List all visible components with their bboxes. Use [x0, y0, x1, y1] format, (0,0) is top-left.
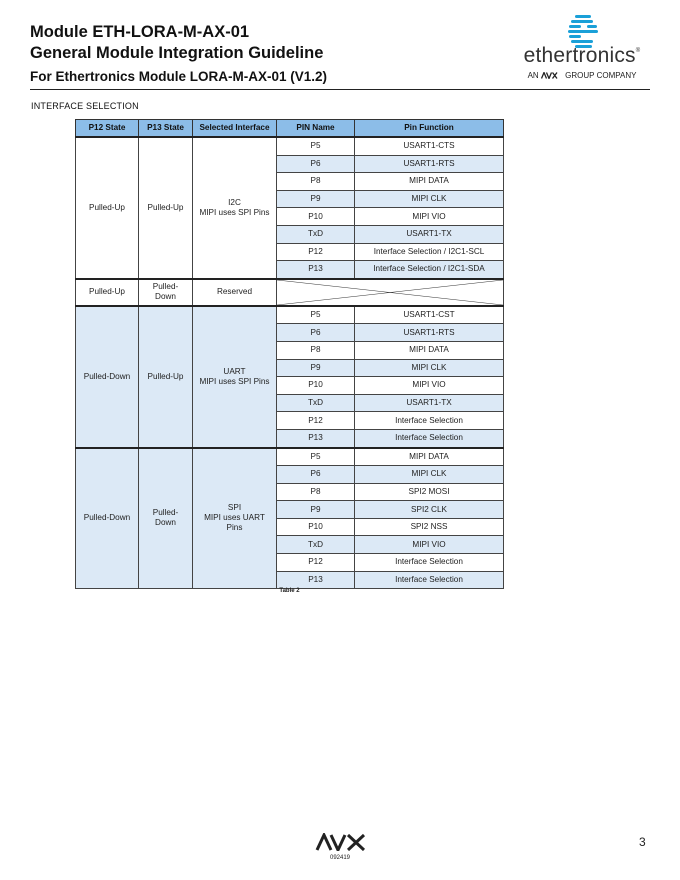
p12-state-cell: Pulled-Up	[76, 279, 139, 306]
pin-function-cell: Interface Selection	[355, 429, 504, 447]
pin-function-cell: MIPI VIO	[355, 377, 504, 395]
pin-name-cell: P12	[277, 554, 355, 572]
document-subtitle: For Ethertronics Module LORA-M-AX-01 (V1.2)	[30, 69, 328, 84]
table-caption: Table 2	[279, 588, 300, 594]
pin-function-cell: MIPI CLK	[355, 190, 504, 208]
table-row	[76, 306, 504, 324]
pin-name-cell: P8	[277, 173, 355, 191]
ethertronics-logo	[514, 14, 650, 84]
pin-name-cell: P10	[277, 208, 355, 226]
pin-name-cell: P13	[277, 429, 355, 447]
pin-name-cell: P9	[277, 501, 355, 519]
pin-function-cell: Interface Selection / I2C1-SCL	[355, 243, 504, 261]
pin-name-cell: P5	[277, 137, 355, 155]
page-number: 3	[639, 835, 646, 849]
pin-name-cell: P10	[277, 377, 355, 395]
pin-function-cell: USART1-TX	[355, 394, 504, 412]
logo-tagline	[514, 71, 650, 80]
tagline-suffix: GROUP COMPANY	[565, 71, 637, 80]
pin-name-cell: P9	[277, 359, 355, 377]
pin-function-cell: Interface Selection / I2C1-SDA	[355, 261, 504, 279]
p12-state-cell: Pulled-Up	[76, 137, 139, 279]
avx-footer-logo-icon	[315, 833, 367, 851]
avx-mini-logo-icon	[541, 72, 563, 79]
pin-name-cell: P13	[277, 261, 355, 279]
pin-function-cell: SPI2 CLK	[355, 501, 504, 519]
pin-name-cell: TxD	[277, 225, 355, 243]
pin-function-cell: USART1-TX	[355, 225, 504, 243]
section-title: INTERFACE SELECTION	[31, 101, 139, 111]
pin-name-cell: P13	[277, 571, 355, 589]
pin-function-cell: MIPI DATA	[355, 173, 504, 191]
reserved-crossed-cell	[277, 279, 504, 306]
selected-interface-cell: SPI MIPI uses UART Pins	[193, 448, 277, 589]
p12-state-cell: Pulled-Down	[76, 448, 139, 589]
pin-function-cell: USART1-RTS	[355, 155, 504, 173]
pin-function-cell: Interface Selection	[355, 571, 504, 589]
header-pin-name: PIN Name	[277, 120, 355, 138]
tagline-prefix: AN	[527, 71, 539, 80]
ethertronics-wordmark	[514, 44, 650, 68]
header-p13-state: P13 State	[139, 120, 193, 138]
pin-name-cell: P12	[277, 243, 355, 261]
pin-function-cell: MIPI CLK	[355, 466, 504, 484]
pin-function-cell: MIPI DATA	[355, 341, 504, 359]
pin-name-cell: P6	[277, 155, 355, 173]
header-selected-interface: Selected Interface	[193, 120, 277, 138]
pin-name-cell: P6	[277, 324, 355, 342]
document-title-line1: Module ETH-LORA-M-AX-01	[30, 23, 250, 41]
pin-name-cell: TxD	[277, 394, 355, 412]
p13-state-cell: Pulled-Up	[139, 137, 193, 279]
table-row	[76, 448, 504, 466]
pin-name-cell: P8	[277, 341, 355, 359]
registered-mark: ®	[635, 48, 641, 54]
header-divider	[30, 89, 650, 90]
pin-function-cell: MIPI VIO	[355, 536, 504, 554]
header-pin-function: Pin Function	[355, 120, 504, 138]
p12-state-cell: Pulled-Down	[76, 306, 139, 448]
pin-function-cell: Interface Selection	[355, 554, 504, 572]
table-row-reserved	[76, 279, 504, 306]
pin-function-cell: USART1-CST	[355, 306, 504, 324]
table-body	[76, 137, 504, 589]
pin-name-cell: P9	[277, 190, 355, 208]
cross-out-icon	[277, 280, 503, 305]
footer-document-code: 092419	[329, 855, 351, 861]
selected-interface-cell: Reserved	[193, 279, 277, 306]
pin-name-cell: P8	[277, 483, 355, 501]
table-header-row	[76, 120, 504, 138]
pin-function-cell: Interface Selection	[355, 412, 504, 430]
p13-state-cell: Pulled- Down	[139, 279, 193, 306]
pin-function-cell: USART1-RTS	[355, 324, 504, 342]
interface-selection-table	[75, 119, 504, 589]
pin-function-cell: SPI2 MOSI	[355, 483, 504, 501]
wordmark-text: ethertronics	[523, 44, 636, 67]
pin-name-cell: P10	[277, 518, 355, 536]
p13-state-cell: Pulled- Down	[139, 448, 193, 589]
pin-name-cell: P5	[277, 306, 355, 324]
selected-interface-cell: UART MIPI uses SPI Pins	[193, 306, 277, 448]
header-p12-state: P12 State	[76, 120, 139, 138]
pin-function-cell: SPI2 NSS	[355, 518, 504, 536]
pin-function-cell: MIPI DATA	[355, 448, 504, 466]
pin-name-cell: TxD	[277, 536, 355, 554]
document-title-line2: General Module Integration Guideline	[30, 44, 324, 62]
pin-name-cell: P6	[277, 466, 355, 484]
pin-function-cell: MIPI VIO	[355, 208, 504, 226]
pin-function-cell: USART1-CTS	[355, 137, 504, 155]
pin-name-cell: P12	[277, 412, 355, 430]
selected-interface-cell: I2C MIPI uses SPI Pins	[193, 137, 277, 279]
pin-name-cell: P5	[277, 448, 355, 466]
table-row	[76, 137, 504, 155]
p13-state-cell: Pulled-Up	[139, 306, 193, 448]
pin-function-cell: MIPI CLK	[355, 359, 504, 377]
